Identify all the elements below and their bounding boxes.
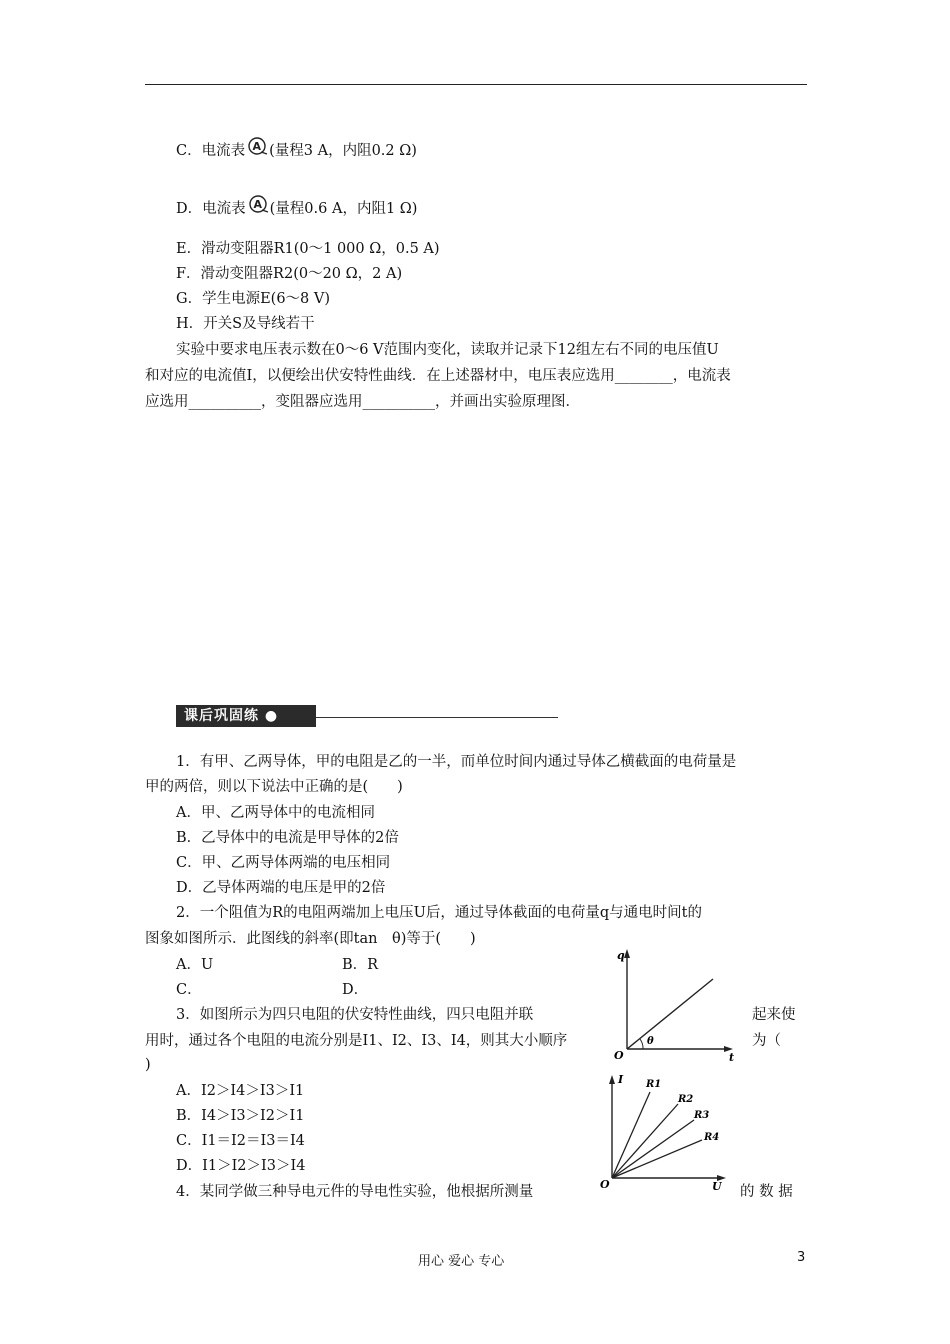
option-d-ammeter: D．电流表 A (量程0.6 A，内阻1 Ω) xyxy=(176,194,417,222)
q3-stem-3: ) xyxy=(145,1057,151,1073)
option-c-ammeter: C．电流表 A (量程3 A，内阻0.2 Ω) xyxy=(176,136,417,164)
q2-option-b: B．R xyxy=(342,957,379,973)
q-t-line xyxy=(627,979,713,1049)
theta-label: θ xyxy=(647,1036,654,1047)
q-t-graph xyxy=(605,945,750,1067)
q2-option-d: D． xyxy=(342,982,369,998)
q3-stem-1b: 起来使 xyxy=(752,1007,796,1023)
svg-text:A: A xyxy=(252,140,262,153)
option-e: E．滑动变阻器R1(0～1 000 Ω，0.5 A) xyxy=(176,241,440,257)
q4-stem: 4．某同学做三种导电元件的导电性实验，他根据所测量 xyxy=(176,1184,534,1200)
option-h: H．开关S及导线若干 xyxy=(176,316,315,332)
origin-label: O xyxy=(614,1049,624,1062)
svg-text:A: A xyxy=(253,198,262,211)
experiment-text-3: 应选用__________，变阻器应选用__________，并画出实验原理图． xyxy=(145,394,580,410)
q3-stem-1: 3．如图所示为四只电阻的伏安特性曲线，四只电阻并联 xyxy=(176,1007,534,1023)
ammeter-icon xyxy=(247,194,269,222)
r3-label: R3 xyxy=(694,1110,710,1121)
t-axis-label: t xyxy=(729,1051,735,1064)
experiment-text-2: 和对应的电流值I，以便绘出伏安特性曲线．在上述器材中，电压表应选用________，电流表 xyxy=(145,368,731,384)
option-g: G．学生电源E(6～8 V) xyxy=(176,291,331,307)
r2-line xyxy=(612,1104,678,1178)
r2-label: R2 xyxy=(678,1094,694,1105)
q-axis-arrow xyxy=(624,949,630,958)
origin-label: O xyxy=(600,1178,610,1191)
experiment-text-1: 实验中要求电压表示数在0～6 V范围内变化，读取并记录下12组左右不同的电压值U xyxy=(176,342,719,358)
i-u-graph xyxy=(598,1070,738,1195)
section-banner-title: 课后巩固练 ● xyxy=(176,705,316,727)
u-axis-label: U xyxy=(712,1180,722,1193)
section-banner-rule xyxy=(316,717,558,718)
option-f: F．滑动变阻器R2(0～20 Ω，2 A) xyxy=(176,266,403,282)
page-number: 3 xyxy=(797,1250,806,1265)
header-rule xyxy=(145,84,807,85)
q2-option-a: A．U xyxy=(176,957,214,973)
q1-option-c: C．甲、乙两导体两端的电压相同 xyxy=(176,855,391,871)
r1-label: R1 xyxy=(646,1079,662,1090)
q3-option-a: A．I2＞I4＞I3＞I1 xyxy=(176,1083,305,1099)
q4-stem-b: 的 数 据 xyxy=(740,1184,793,1200)
q3-stem-2b: 为（ xyxy=(752,1033,781,1049)
ammeter-icon xyxy=(246,136,268,164)
q1-stem-2: 甲的两倍，则以下说法中正确的是( ) xyxy=(145,779,403,795)
r4-label: R4 xyxy=(704,1132,720,1143)
footer-slogan: 用心 爱心 专心 xyxy=(418,1254,505,1269)
q2-option-c: C． xyxy=(176,982,202,998)
q1-option-d: D．乙导体两端的电压是甲的2倍 xyxy=(176,880,386,896)
section-banner xyxy=(176,705,558,727)
q2-stem-1: 2．一个阻值为R的电阻两端加上电压U后，通过导体截面的电荷量q与通电时间t的 xyxy=(176,905,702,921)
q2-stem-2: 图象如图所示．此图线的斜率(即tan θ)等于( ) xyxy=(145,931,476,947)
q3-option-b: B．I4＞I3＞I2＞I1 xyxy=(176,1108,305,1124)
q3-option-c: C．I1＝I2＝I3＝I4 xyxy=(176,1133,305,1149)
q3-option-d: D．I1＞I2＞I3＞I4 xyxy=(176,1158,306,1174)
q3-stem-2: 用时，通过各个电阻的电流分别是I1、I2、I3、I4，则其大小顺序 xyxy=(145,1033,568,1049)
theta-arc xyxy=(640,1039,643,1049)
q1-option-b: B．乙导体中的电流是甲导体的2倍 xyxy=(176,830,399,846)
q1-option-a: A．甲、乙两导体中的电流相同 xyxy=(176,805,375,821)
i-axis-arrow xyxy=(609,1075,615,1084)
i-axis-label: I xyxy=(618,1073,624,1086)
q1-stem-1: 1．有甲、乙两导体，甲的电阻是乙的一半，而单位时间内通过导体乙横截面的电荷量是 xyxy=(176,754,737,770)
q-axis-label: q xyxy=(617,949,625,962)
